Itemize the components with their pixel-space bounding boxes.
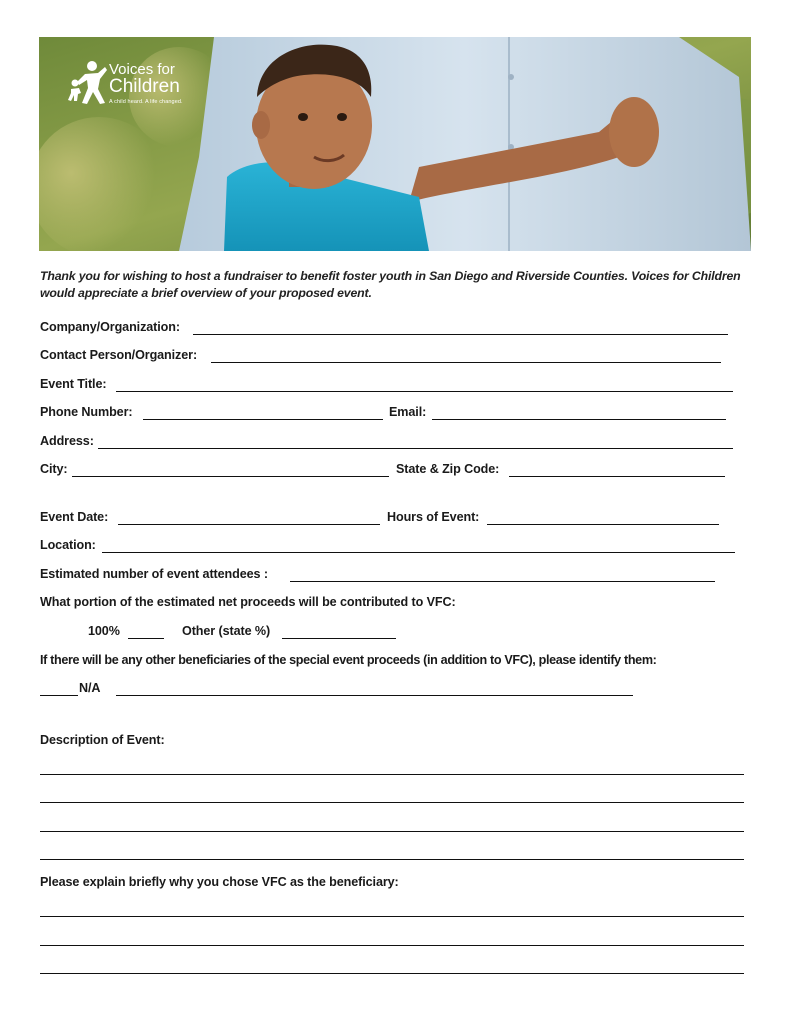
state-zip-label: State & Zip Code:: [396, 462, 500, 476]
beneficiaries-question: If there will be any other beneficiaries of the special event proceeds (in addition to VFC), please identify them:: [40, 653, 657, 667]
logo-tagline: A child heard. A life changed.: [109, 99, 183, 105]
why-vfc-line-3[interactable]: [40, 973, 744, 974]
state-zip-field[interactable]: [509, 476, 725, 477]
why-vfc-label: Please explain briefly why you chose VFC as the beneficiary:: [40, 875, 399, 889]
attendees-field[interactable]: [290, 581, 715, 582]
city-field[interactable]: [72, 476, 389, 477]
phone-label: Phone Number:: [40, 405, 133, 419]
location-field[interactable]: [102, 552, 735, 553]
why-vfc-line-1[interactable]: [40, 916, 744, 917]
city-label: City:: [40, 462, 68, 476]
phone-field[interactable]: [143, 419, 383, 420]
hours-field[interactable]: [487, 524, 719, 525]
address-label: Address:: [40, 434, 94, 448]
logo-text-voices-for: Voices for: [109, 61, 175, 78]
intro-paragraph: Thank you for wishing to host a fundraiser to benefit foster youth in San Diego and Riverside Counties. Voices for Children would appreciate a brief overview of your proposed event.: [40, 269, 741, 300]
description-line-4[interactable]: [40, 859, 744, 860]
beneficiaries-field[interactable]: [116, 695, 633, 696]
address-field[interactable]: [98, 448, 733, 449]
option-100-field[interactable]: [128, 638, 164, 639]
contact-label: Contact Person/Organizer:: [40, 348, 198, 362]
option-100-label: 100%: [88, 624, 120, 638]
option-other-label: Other (state %): [182, 624, 271, 638]
logo-text-children: Children: [109, 76, 180, 97]
attendees-label: Estimated number of event attendees :: [40, 567, 268, 581]
description-label: Description of Event:: [40, 733, 165, 747]
na-checkbox-field[interactable]: [40, 695, 78, 696]
option-other-field[interactable]: [282, 638, 396, 639]
company-label: Company/Organization:: [40, 320, 180, 334]
company-field[interactable]: [193, 334, 728, 335]
why-vfc-line-2[interactable]: [40, 945, 744, 946]
location-label: Location:: [40, 538, 96, 552]
event-title-field[interactable]: [116, 391, 733, 392]
email-field[interactable]: [432, 419, 726, 420]
event-title-label: Event Title:: [40, 377, 107, 391]
event-date-label: Event Date:: [40, 510, 109, 524]
header-banner-photo: [39, 37, 751, 251]
hours-label: Hours of Event:: [387, 510, 480, 524]
contact-field[interactable]: [211, 362, 721, 363]
email-label: Email:: [389, 405, 427, 419]
description-line-1[interactable]: [40, 774, 744, 775]
event-date-field[interactable]: [118, 524, 380, 525]
description-line-2[interactable]: [40, 802, 744, 803]
voices-for-children-logo: [65, 59, 205, 121]
description-line-3[interactable]: [40, 831, 744, 832]
na-label: N/A: [79, 681, 101, 695]
portion-question: What portion of the estimated net proceeds will be contributed to VFC:: [40, 595, 456, 609]
